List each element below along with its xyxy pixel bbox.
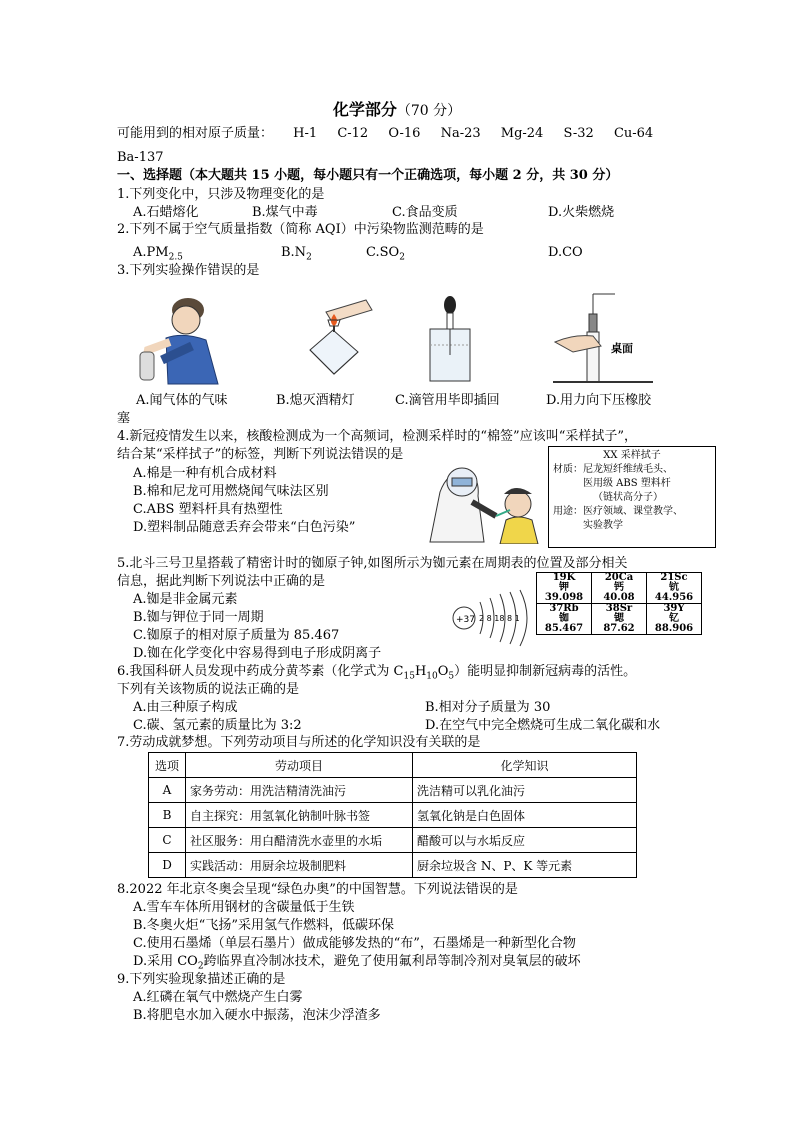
title-score: （70 分） <box>396 103 462 119</box>
q1-option-c: C.食品变质 <box>392 205 458 220</box>
table-cell: 社区服务：用白醋清洗水壶里的水垢 <box>186 828 413 853</box>
question-8-stem: 8.2022 年北京冬奥会呈现“绿色办奥”的中国智慧。下列说法错误的是 <box>117 882 518 897</box>
page-title <box>0 97 794 120</box>
section-heading: 一、选择题（本大题共 15 小题，每小题只有一个正确选项，每小题 2 分，共 30 分） <box>117 168 619 183</box>
question-4-stem-1: 4.新冠疫情发生以来，核酸检测成为一个高频词，检测采样时的“棉签”应该叫“采样拭子”， <box>117 429 637 444</box>
q3-option-a: A.闻气体的气味 <box>136 393 228 408</box>
swab-label-text: 实验教学 <box>583 520 623 531</box>
q4-option-c: C.ABS 塑料杆具有热塑性 <box>133 502 283 517</box>
table-cell: 醋酸可以与水垢反应 <box>413 828 637 853</box>
q1-option-d: D.火柴燃烧 <box>548 205 615 220</box>
q3-option-d: D.用力向下压橡胶 <box>546 393 652 408</box>
q9-option-a: A.红磷在氧气中燃烧产生白雾 <box>133 990 303 1005</box>
table-cell: 自主探究：用氢氧化钠制叶脉书签 <box>186 803 413 828</box>
q2-option-a: $A.PM_{2.5}$ <box>133 245 183 263</box>
table-cell: A <box>149 778 186 803</box>
extinguish-lamp-figure <box>288 290 378 385</box>
mass-item: Cu-64 <box>613 126 654 141</box>
table-row <box>149 778 637 803</box>
press-stopper-figure <box>553 290 653 385</box>
q3-option-b: B.熄灭酒精灯 <box>276 393 355 408</box>
swab-label-heading: XX 采样拭子 <box>603 450 661 461</box>
question-2-stem: 2.下列不属于空气质量指数（简称 AQI）中污染物监测范畴的是 <box>117 222 484 237</box>
swab-label-text: 材质：尼龙短纤维绒毛头、 <box>553 464 673 475</box>
atomic-mass-line <box>117 126 669 142</box>
swab-sampling-figure <box>400 452 540 544</box>
rb-atomic-structure <box>452 588 534 648</box>
q1-option-a: A.石蜡熔化 <box>133 205 199 220</box>
q5-option-c: C.铷原子的相对原子质量为 85.467 <box>133 628 340 643</box>
mass-item-last: Ba-137 <box>117 150 164 165</box>
question-7-stem: 7.劳动成就梦想。下列劳动项目与所述的化学知识没有关联的是 <box>117 735 481 750</box>
q9-option-b: B.将肥皂水加入硬水中振荡，泡沫少浮渣多 <box>133 1008 381 1023</box>
table-row <box>149 853 637 878</box>
q6-option-a: A.由三种原子构成 <box>133 700 238 715</box>
q3-option-c: C.滴管用毕即插回 <box>395 393 500 408</box>
table-cell: C <box>149 828 186 853</box>
table-header: 劳动项目 <box>186 753 413 778</box>
question-3-stem: 3.下列实验操作错误的是 <box>117 263 260 278</box>
element-cell: 38Sr 锶 87.62 <box>592 604 647 635</box>
question-9-stem: 9.下列实验现象描述正确的是 <box>117 972 286 987</box>
q8-option-c: C.使用石墨烯（单层石墨片）做成能够发热的“布”，石墨烯是一种新型化合物 <box>133 936 576 951</box>
mass-item: H-1 <box>293 126 318 141</box>
mass-item: Na-23 <box>440 126 481 141</box>
question-5-stem-2: 信息，据此判断下列说法中正确的是 <box>117 574 326 589</box>
desk-label: 桌面 <box>611 342 633 355</box>
q4-option-b: B.棉和尼龙可用燃烧闻气味法区别 <box>133 484 329 499</box>
table-cell: 家务劳动：用洗洁精清洗油污 <box>186 778 413 803</box>
element-cell: 21Sc 钪 44.956 <box>647 573 702 604</box>
question-4-stem-2: 结合某“采样拭子”的标签，判断下列说法错误的是 <box>117 447 404 462</box>
q5-option-b: B.铷与钾位于同一周期 <box>133 610 264 625</box>
mass-item: C-12 <box>337 126 369 141</box>
mass-item: Mg-24 <box>500 126 544 141</box>
smell-gas-figure <box>128 288 233 388</box>
title-main: 化学部分 <box>332 100 397 119</box>
q8-option-a: A.雪车车体所用钢材的含碳量低于生铁 <box>133 900 355 915</box>
table-cell: B <box>149 803 186 828</box>
q4-option-d: D.塑料制品随意丢弃会带来“白色污染” <box>133 520 356 535</box>
swab-label-text: 用途：医疗领域、课堂教学、 <box>553 506 683 517</box>
q3-option-d-cont: 塞 <box>117 411 131 426</box>
element-cell: 20Ca 钙 40.08 <box>592 573 647 604</box>
table-header: 化学知识 <box>413 753 637 778</box>
question-6-stem-2: 下列有关该物质的说法正确的是 <box>117 682 300 697</box>
table-header-row <box>149 753 637 778</box>
q5-option-a: A.铷是非金属元素 <box>133 592 238 607</box>
dropper-figure <box>425 295 475 385</box>
q2-option-c: $C.SO_2$ <box>366 245 405 263</box>
table-cell: 洗洁精可以乳化油污 <box>413 778 637 803</box>
table-cell: 氢氧化钠是白色固体 <box>413 803 637 828</box>
table-cell: 厨余垃圾含 N、P、K 等元素 <box>413 853 637 878</box>
q8-option-d: D.采用 $CO_2$跨临界直冷制冰技术，避免了使用氟利昂等制冷剂对臭氧层的破坏 <box>133 954 581 972</box>
element-cell: 19K 钾 39.098 <box>537 573 592 604</box>
labor-table <box>148 752 637 878</box>
q2-option-b: $B.N_2$ <box>281 245 312 263</box>
q5-option-d: D.铷在化学变化中容易得到电子形成阴离子 <box>133 646 382 661</box>
question-1-stem: 1.下列变化中，只涉及物理变化的是 <box>117 187 325 202</box>
q2-option-d: D.CO <box>548 245 583 260</box>
table-row <box>149 828 637 853</box>
q1-option-b: B.煤气中毒 <box>252 205 318 220</box>
swab-label-box <box>548 446 716 548</box>
swab-label-text: 医用级 ABS 塑料杆 <box>583 478 671 489</box>
question-5-stem-1: 5.北斗三号卫星搭载了精密计时的铷原子钟,如图所示为铷元素在周期表的位置及部分相关 <box>117 556 628 571</box>
mass-item: S-32 <box>563 126 594 141</box>
question-6-stem-1: 6.我国科研人员发现中药成分黄芩素（化学式为 $C_{15}H_{10}O_5$）能明显抑制新冠病毒的活性。 <box>117 664 637 682</box>
element-cell: 37Rb 铷 85.467 <box>537 604 592 635</box>
electron-shells: 2 8 18 8 1 <box>479 614 520 623</box>
mass-item: O-16 <box>388 126 421 141</box>
table-header: 选项 <box>149 753 186 778</box>
q6-option-d: D.在空气中完全燃烧可生成二氧化碳和水 <box>425 718 661 733</box>
q6-option-b: B.相对分子质量为 30 <box>425 700 551 715</box>
q4-option-a: A.棉是一种有机合成材料 <box>133 466 277 481</box>
table-cell: 实践活动：用厨余垃圾制肥料 <box>186 853 413 878</box>
q8-option-b: B.冬奥火炬“飞扬”采用氢气作燃料，低碳环保 <box>133 918 394 933</box>
table-cell: D <box>149 853 186 878</box>
nucleus-charge: +37 <box>456 615 475 625</box>
q6-option-c: C.碳、氢元素的质量比为 3:2 <box>133 718 302 733</box>
atomic-mass-label: 可能用到的相对原子质量： <box>117 126 274 141</box>
swab-label-text: （链状高分子） <box>593 492 663 503</box>
element-cell: 39Y 钇 88.906 <box>647 604 702 635</box>
table-row <box>149 803 637 828</box>
periodic-table-excerpt <box>536 572 702 635</box>
